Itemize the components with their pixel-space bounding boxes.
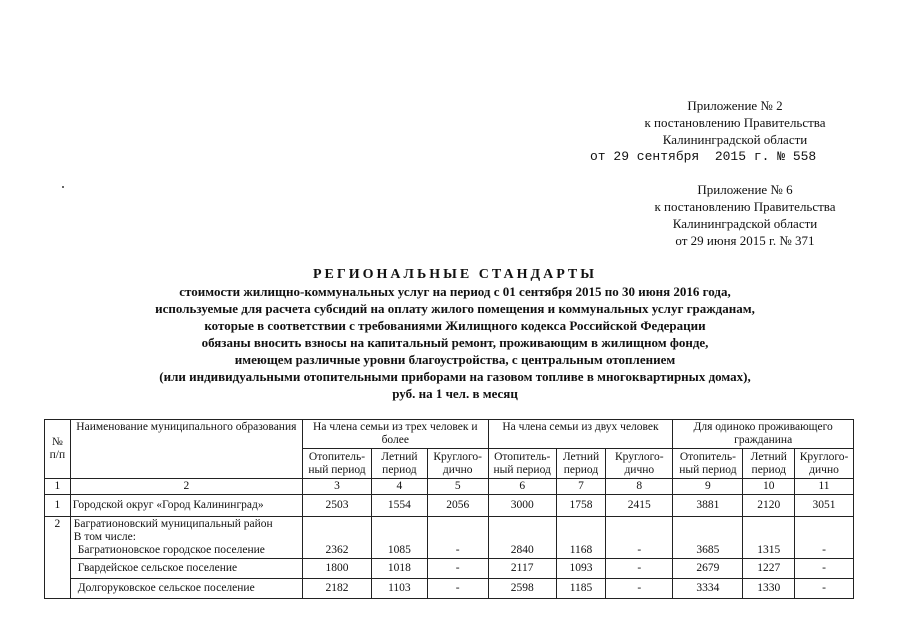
cell-value: 3881 — [673, 495, 743, 517]
subheader-summer: Летний период — [372, 449, 428, 479]
subheader-summer: Летний период — [556, 449, 606, 479]
column-number: 5 — [427, 479, 488, 495]
table-row — [45, 517, 854, 559]
column-number: 6 — [488, 479, 556, 495]
cell-value: - — [606, 579, 673, 599]
cell-value: 2117 — [488, 559, 556, 579]
cell-value: 2182 — [302, 579, 371, 599]
cell-value: 1103 — [372, 579, 428, 599]
district-subtitle: В том числе: — [73, 531, 136, 543]
appendix-2-line-2: к постановлению Правительства — [654, 199, 836, 214]
table-row — [45, 495, 854, 517]
cell-value: 1185 — [556, 579, 606, 599]
subrow-name: Долгоруковское сельское поселение — [70, 579, 302, 599]
cell-value: - — [795, 579, 854, 599]
column-number: 4 — [372, 479, 428, 495]
cell-value: - — [795, 517, 854, 559]
cell-value: 2056 — [427, 495, 488, 517]
title-line: которые в соответствии с требованиями Жилищного кодекса Российской Федерации — [204, 318, 706, 333]
subrow-name: Багратионовское городское поселение — [77, 544, 265, 556]
cell-value: 3051 — [795, 495, 854, 517]
column-number-row — [45, 479, 854, 495]
cell-value: - — [795, 559, 854, 579]
cell-value: 1315 — [743, 517, 795, 559]
cell-value: - — [427, 517, 488, 559]
table-row — [45, 559, 854, 579]
header-group-three-plus: На члена семьи из трех человек и более — [302, 420, 488, 449]
cell-value: - — [606, 559, 673, 579]
appendix-1-line-3: Калининградской области — [662, 132, 808, 147]
cell-value: 3685 — [673, 517, 743, 559]
title-line: используемые для расчета субсидий на оплату жилого помещения и коммунальных услуг гражданам, — [155, 301, 755, 316]
cell-value: 2362 — [302, 517, 371, 559]
cell-value: 2120 — [743, 495, 795, 517]
document-title — [100, 266, 810, 402]
subheader-yearround: Круглого-дично — [795, 449, 854, 479]
cell-value: 1085 — [372, 517, 428, 559]
cell-value: 3000 — [488, 495, 556, 517]
cell-value: 3334 — [673, 579, 743, 599]
cell-value: 1168 — [556, 517, 606, 559]
cell-value: 1554 — [372, 495, 428, 517]
cell-value: 1800 — [302, 559, 371, 579]
column-number: 7 — [556, 479, 606, 495]
column-number: 2 — [70, 479, 302, 495]
appendix-1-line-2: к постановлению Правительства — [644, 115, 826, 130]
subheader-heating: Отопитель-ный период — [673, 449, 743, 479]
header-name: Наименование муниципального образования — [70, 420, 302, 479]
subheader-summer: Летний период — [743, 449, 795, 479]
appendix-header-2 — [610, 181, 880, 249]
subrow-name: Гвардейское сельское поселение — [70, 559, 302, 579]
appendix-1-line-4: от 29 сентября 2015 г. № 558 — [590, 149, 817, 164]
column-number: 11 — [795, 479, 854, 495]
cell-value: - — [427, 559, 488, 579]
column-number: 1 — [45, 479, 71, 495]
cell-value: 2679 — [673, 559, 743, 579]
district-name: Багратионовский муниципальный район — [73, 518, 273, 530]
column-number: 9 — [673, 479, 743, 495]
appendix-header-1 — [590, 97, 880, 165]
cell-value: 1018 — [372, 559, 428, 579]
appendix-2-line-1: Приложение № 6 — [697, 182, 793, 197]
cell-value: 2503 — [302, 495, 371, 517]
row-no: 2 — [45, 517, 71, 599]
cell-value: 1093 — [556, 559, 606, 579]
column-number: 10 — [743, 479, 795, 495]
column-number: 3 — [302, 479, 371, 495]
subheader-yearround: Круглого-дично — [606, 449, 673, 479]
cell-value: 2415 — [606, 495, 673, 517]
title-main: РЕГИОНАЛЬНЫЕ СТАНДАРТЫ — [312, 267, 598, 282]
row-name — [70, 517, 302, 559]
appendix-1-line-1: Приложение № 2 — [687, 98, 783, 113]
row-name: Городской округ «Город Калининград» — [70, 495, 302, 517]
column-number: 8 — [606, 479, 673, 495]
subheader-heating: Отопитель-ный период — [488, 449, 556, 479]
title-line: имеющем различные уровни благоустройства, с центральным отоплением — [234, 352, 676, 367]
appendix-2-line-4: от 29 июня 2015 г. № 371 — [675, 233, 815, 248]
cell-value: 2598 — [488, 579, 556, 599]
title-line: (или индивидуальными отопительными приборами на газовом топливе в многоквартирных домах), — [159, 369, 751, 384]
header-no: № п/п — [45, 420, 71, 479]
appendix-2-line-3: Калининградской области — [672, 216, 818, 231]
cell-value: 1227 — [743, 559, 795, 579]
title-line: стоимости жилищно-коммунальных услуг на период с 01 сентября 2015 по 30 июня 2016 года, — [179, 284, 731, 299]
scan-speck — [62, 186, 64, 188]
table-row — [45, 579, 854, 599]
cell-value: 2840 — [488, 517, 556, 559]
subheader-yearround: Круглого-дично — [427, 449, 488, 479]
cell-value: 1758 — [556, 495, 606, 517]
header-group-two: На члена семьи из двух человек — [488, 420, 673, 449]
cell-value: 1330 — [743, 579, 795, 599]
subheader-heating: Отопитель-ный период — [302, 449, 371, 479]
cell-value: - — [606, 517, 673, 559]
header-group-single: Для одиноко проживающего гражданина — [673, 420, 854, 449]
standards-table — [44, 419, 854, 599]
title-line: обязаны вносить взносы на капитальный ремонт, проживающим в жилищном фонде, — [201, 335, 709, 350]
cell-value: - — [427, 579, 488, 599]
row-no: 1 — [45, 495, 71, 517]
title-line: руб. на 1 чел. в месяц — [392, 386, 518, 401]
